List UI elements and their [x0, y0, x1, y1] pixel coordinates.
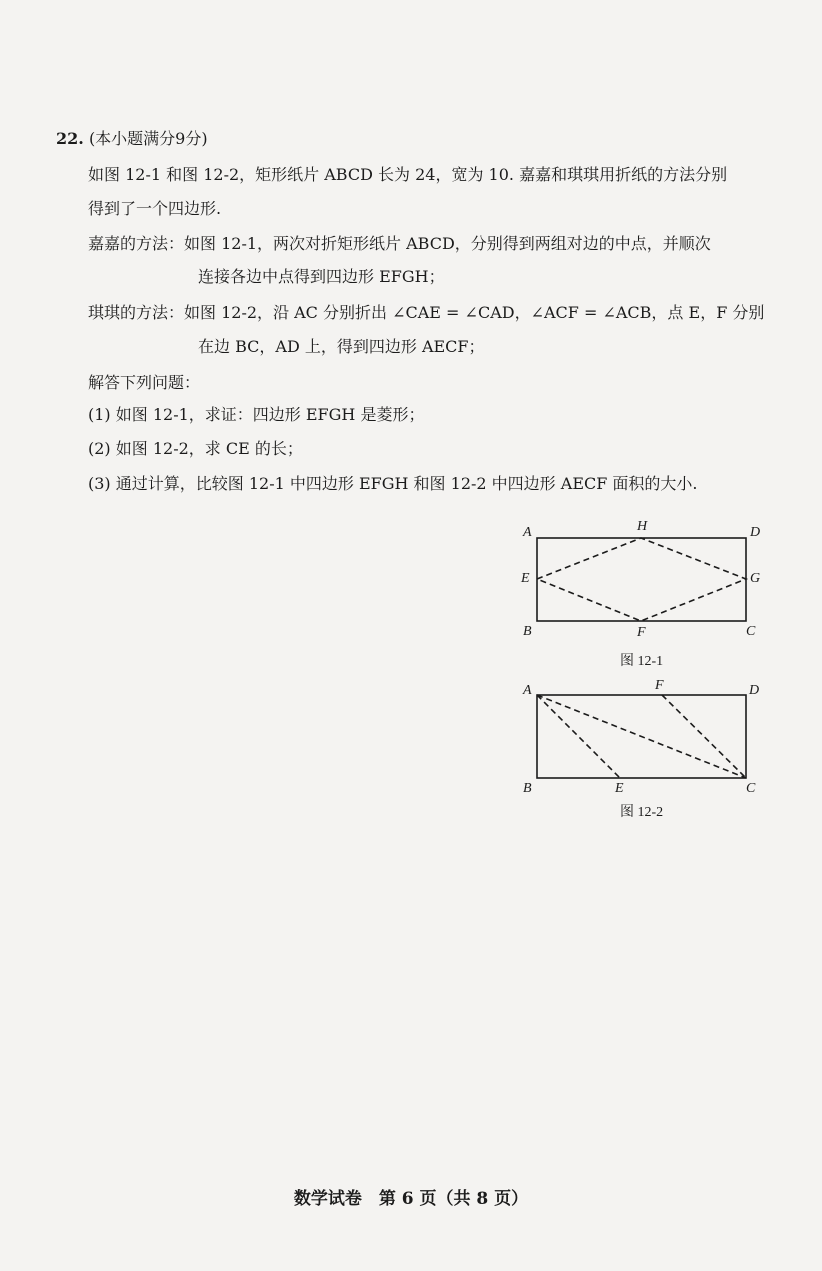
- fig2-caption: 图 12-2: [620, 805, 664, 820]
- part-2: (2) 如图 12-2，求 CE 的长；: [88, 439, 303, 458]
- fig1-quadrilateral-efgh: [537, 538, 746, 621]
- part-1: (1) 如图 12-1，求证：四边形 EFGH 是菱形；: [88, 405, 425, 424]
- fig2-label-d: D: [749, 683, 760, 698]
- fig2-segment-fc: [662, 695, 746, 778]
- jiajia-method-line-1: 嘉嘉的方法：如图 12-1，两次对折矩形纸片 ABCD，分别得到两组对边的中点，并顺次: [88, 234, 711, 253]
- fig2-diagonal-ac: [537, 695, 746, 778]
- prompt-line: 解答下列问题：: [88, 373, 201, 392]
- fig1-label-b: B: [523, 624, 532, 639]
- score-note: (本小题满分9分): [88, 129, 208, 148]
- fig1-label-d: D: [750, 525, 761, 540]
- fig1-label-c: C: [746, 624, 756, 639]
- part-3: (3) 通过计算，比较图 12-1 中四边形 EFGH 和图 12-2 中四边形 AECF 面积的大小.: [88, 474, 698, 493]
- fig2-label-b: B: [523, 781, 532, 796]
- intro-line-2: 得到了一个四边形.: [88, 199, 222, 218]
- fig2-label-a: A: [523, 683, 532, 698]
- fig2-segment-ae: [537, 695, 620, 778]
- intro-line-1: 如图 12-1 和图 12-2，矩形纸片 ABCD 长为 24，宽为 10. 嘉嘉和琪琪用折纸的方法分别: [88, 165, 728, 184]
- fig1-caption: 图 12-1: [620, 654, 664, 669]
- fig1-label-g: G: [750, 571, 761, 586]
- qiqi-method-line-2: 在边 BC，AD 上，得到四边形 AECF；: [198, 337, 485, 356]
- fig1-rectangle-abcd: [537, 538, 746, 621]
- fig1-label-a: A: [523, 525, 532, 540]
- fig2-label-e: E: [615, 781, 624, 796]
- jiajia-method-line-2: 连接各边中点得到四边形 EFGH；: [198, 267, 445, 286]
- page-footer: 数学试卷 第 6 页（共 8 页）: [293, 1189, 529, 1209]
- fig2-label-c: C: [746, 781, 756, 796]
- fig1-label-f: F: [637, 625, 646, 640]
- fig1-label-h: H: [637, 519, 648, 534]
- fig1-label-e: E: [521, 571, 530, 586]
- fig2-label-f: F: [655, 678, 664, 693]
- qiqi-method-line-1: 琪琪的方法：如图 12-2，沿 AC 分别折出 ∠CAE = ∠CAD，∠ACF = ∠ACB，点 E，F 分别: [88, 303, 765, 322]
- question-number: 22.: [56, 129, 84, 148]
